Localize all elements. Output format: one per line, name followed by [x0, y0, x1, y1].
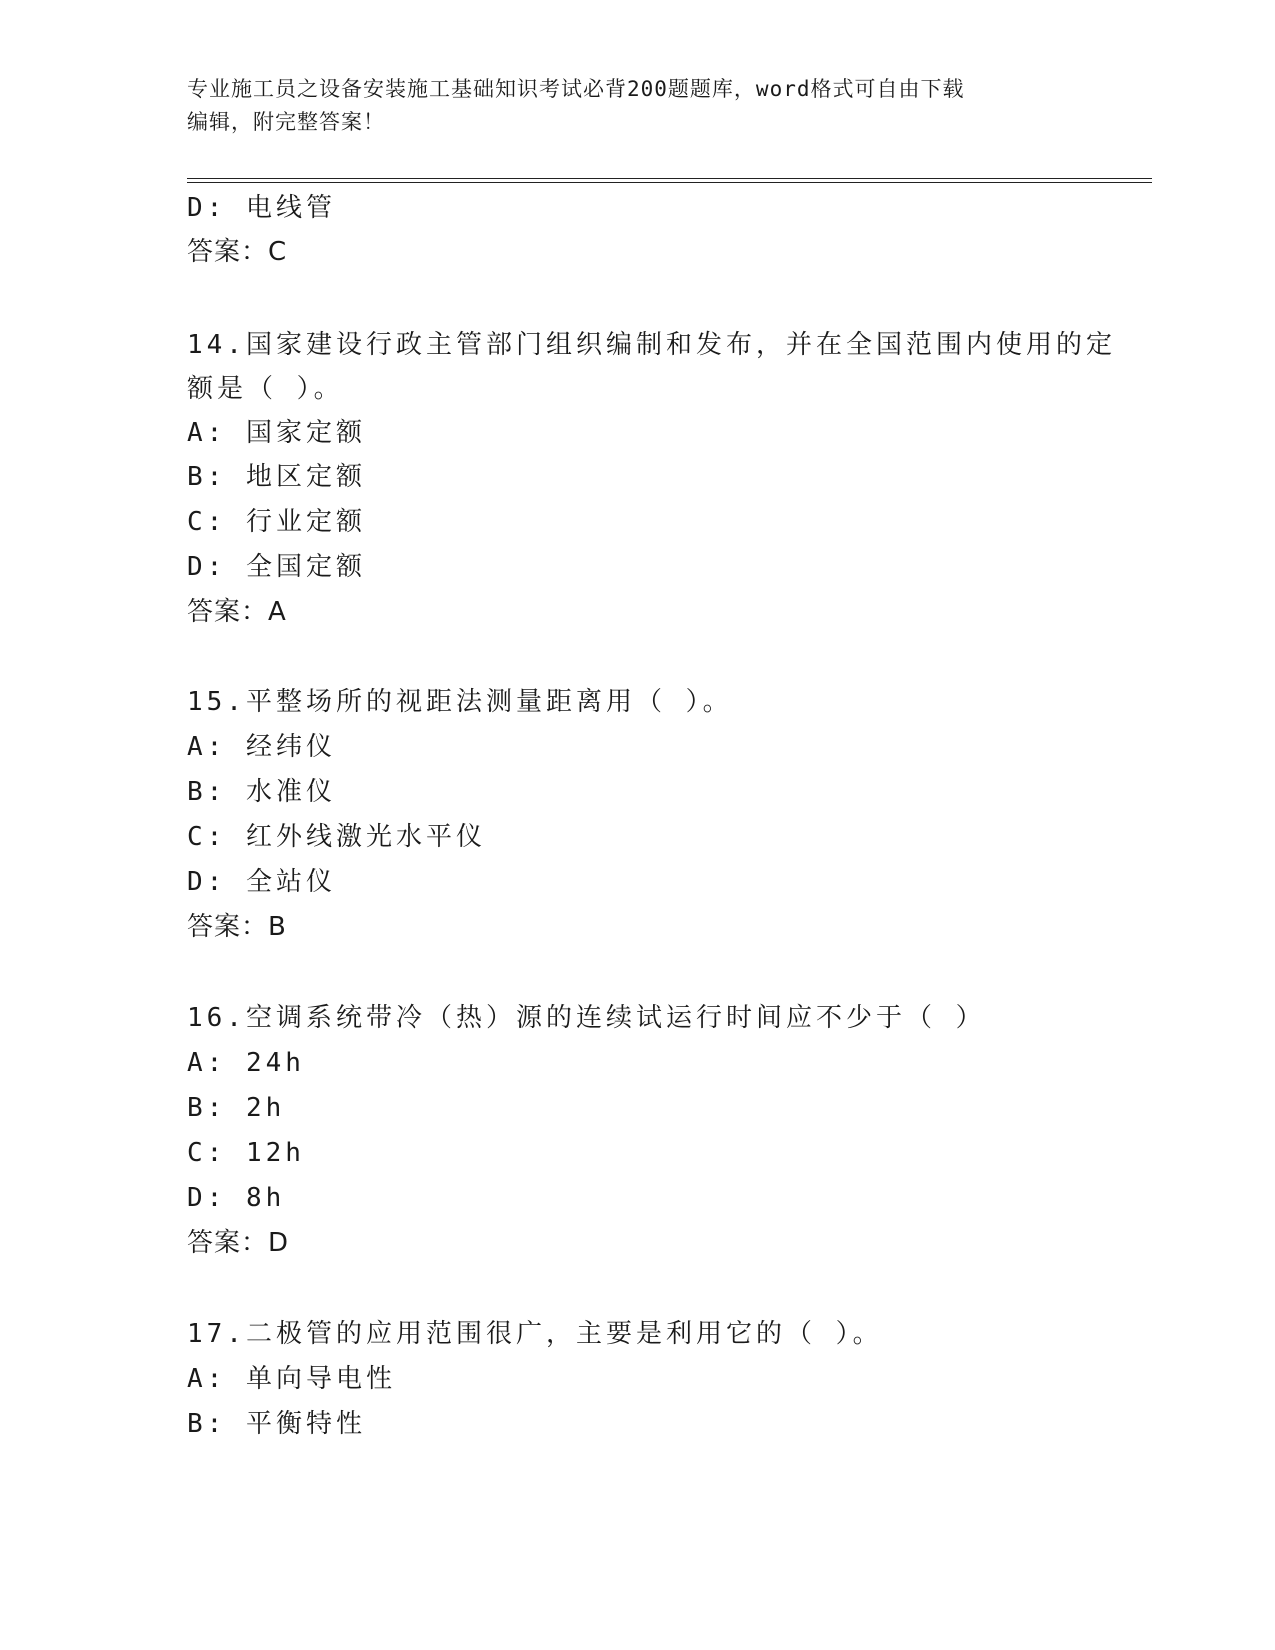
- q15-option-b: B: 水准仪: [187, 777, 336, 807]
- q17-option-a: A: 单向导电性: [187, 1364, 396, 1394]
- q14-option-b: B: 地区定额: [187, 462, 366, 492]
- q16-option-c: C: 12h: [187, 1138, 305, 1168]
- q17-stem: 17.二极管的应用范围很广，主要是利用它的（ ）。: [187, 1319, 883, 1349]
- q14-stem: 14.国家建设行政主管部门组织编制和发布，并在全国范围内使用的定: [187, 330, 1116, 360]
- q15-option-a: A: 经纬仪: [187, 732, 336, 762]
- q16-option-b: B: 2h: [187, 1093, 286, 1123]
- q14-option-c: C: 行业定额: [187, 507, 366, 537]
- header-divider-double: [187, 182, 1152, 183]
- q15-option-c: C: 红外线激光水平仪: [187, 822, 486, 852]
- q16-answer: 答案：D: [187, 1228, 290, 1258]
- q14-stem-cont: 额是（ ）。: [187, 374, 344, 404]
- prev-option-d: D: 电线管: [187, 193, 336, 223]
- header-title-line2: 编辑，附完整答案！: [187, 110, 385, 134]
- q16-option-a: A: 24h: [187, 1048, 305, 1078]
- q15-stem: 15.平整场所的视距法测量距离用（ ）。: [187, 687, 733, 717]
- q16-stem: 16.空调系统带冷（热）源的连续试运行时间应不少于（ ）: [187, 1003, 986, 1033]
- header-title-line1: 专业施工员之设备安装施工基础知识考试必背200题题库，word格式可自由下载: [187, 77, 965, 101]
- prev-answer: 答案：C: [187, 237, 288, 267]
- q16-option-d: D: 8h: [187, 1183, 286, 1213]
- q17-option-b: B: 平衡特性: [187, 1409, 366, 1439]
- q14-answer: 答案：A: [187, 597, 287, 627]
- q14-option-d: D: 全国定额: [187, 552, 366, 582]
- header-divider: [187, 178, 1152, 179]
- q15-option-d: D: 全站仪: [187, 867, 336, 897]
- document-header: [187, 73, 1067, 139]
- q15-answer: 答案：B: [187, 912, 287, 942]
- q14-option-a: A: 国家定额: [187, 418, 366, 448]
